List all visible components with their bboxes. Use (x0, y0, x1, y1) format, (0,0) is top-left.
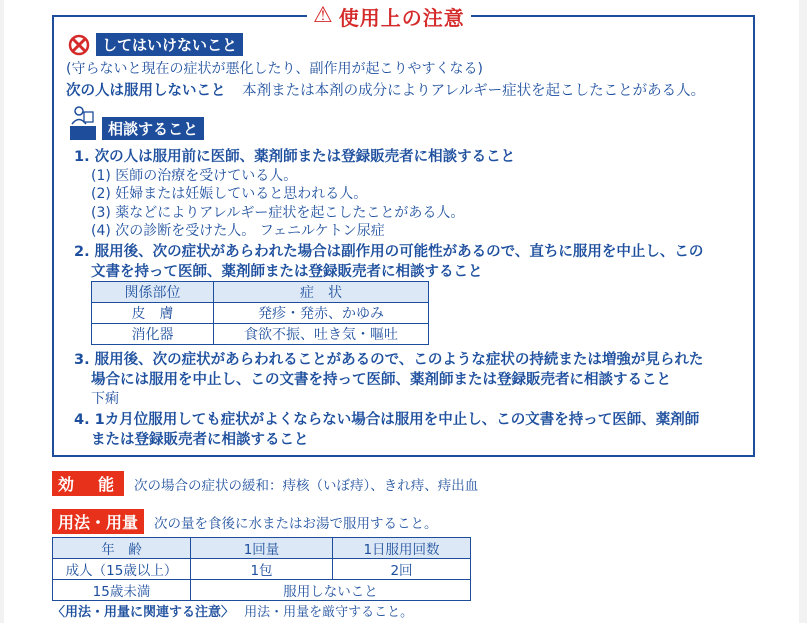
dosage-text: 次の量を食後に水またはお湯で服用すること。 (154, 515, 438, 532)
table-cell: 15歳未満 (53, 580, 191, 601)
dont-item-text: 本剤または本剤の成分によりアレルギー症状を起こしたことがある人。 (242, 83, 706, 99)
dosage-table (52, 537, 471, 601)
dosage-note-text: 用法・用量を厳守すること。 (244, 605, 414, 620)
efficacy-text: 次の場合の症状の緩和：痔核（いぼ痔）、きれ痔、痔出血 (134, 477, 479, 494)
consult-item-4-line2: または登録販売者に相談すること (91, 432, 309, 448)
efficacy-label: 効 能 (52, 471, 124, 496)
consult-item-2-line2: 文書を持って医師、薬剤師または登録販売者に相談すること (91, 264, 483, 280)
dont-item-bold: 次の人は服用しないこと (66, 83, 226, 99)
table-row (92, 303, 429, 324)
consult-sub-1: (1) 医師の治療を受けている人。 (91, 168, 298, 184)
table-cell: 成人（15歳以上） (53, 559, 191, 580)
table-header: 症 状 (214, 282, 429, 303)
dosage-note-bold: 〈用法・用量に関連する注意〉 (52, 605, 235, 620)
table-cell: 皮 膚 (92, 303, 214, 324)
efficacy-section (52, 471, 478, 496)
table-cell: 消化器 (92, 324, 214, 345)
dont-label: してはいけないこと (96, 33, 243, 56)
table-cell: 1包 (191, 559, 333, 580)
consult-sub-4: (4) 次の診断を受けた人。 フェニルケトン尿症 (91, 223, 385, 239)
prohibited-icon (68, 34, 90, 56)
consult-item-3-line2: 場合には服用を中止し、この文書を持って医師、薬剤師または登録販売者に相談すること (91, 372, 671, 388)
table-row (53, 580, 471, 601)
consult-item-4-line1: 4. 1カ月位服用しても症状がよくならない場合は服用を中止し、この文書を持って医師、薬剤師 (74, 412, 700, 428)
table-header: 関係部位 (92, 282, 214, 303)
side-effects-table (91, 281, 429, 345)
table-cell: 発疹・発赤、かゆみ (214, 303, 429, 324)
dont-section-header (68, 33, 243, 56)
consult-item-3-symptom: 下痢 (91, 391, 119, 407)
table-header: 年 齢 (53, 538, 191, 559)
dosage-label: 用法・用量 (52, 509, 144, 534)
dosage-section (52, 509, 438, 534)
table-row (92, 324, 429, 345)
table-cell: 2回 (333, 559, 471, 580)
consult-item-1: 1. 次の人は服用前に医師、薬剤師または登録販売者に相談すること (74, 149, 516, 165)
table-row (53, 559, 471, 580)
dosage-note (52, 601, 413, 620)
table-header: 1回量 (191, 538, 333, 559)
table-cell: 食欲不振、吐き気・嘔吐 (214, 324, 429, 345)
doctor-consult-icon (70, 106, 96, 140)
warning-icon: ⚠ (313, 3, 333, 28)
consult-item-3-line1: 3. 服用後、次の症状があらわれることがあるので、このような症状の持続または増強が見られた (74, 352, 704, 368)
consult-sub-3: (3) 薬などによりアレルギー症状を起こしたことがある人。 (91, 205, 465, 221)
consult-sub-2: (2) 妊婦または妊娠していると思われる人。 (91, 186, 368, 202)
consult-item-2-line1: 2. 服用後、次の症状があらわれた場合は副作用の可能性があるので、直ちに服用を中止し、この (74, 244, 704, 260)
consult-label: 相談すること (102, 117, 204, 140)
cautions-title: 使用上の注意 (338, 5, 465, 30)
dont-item (66, 79, 705, 100)
table-cell: 服用しないこと (191, 580, 471, 601)
cautions-header (307, 3, 471, 29)
consult-section-header (70, 105, 204, 140)
table-header: 1日服用回数 (333, 538, 471, 559)
dont-note: (守らないと現在の症状が悪化したり、副作用が起こりやすくなる) (66, 61, 483, 77)
